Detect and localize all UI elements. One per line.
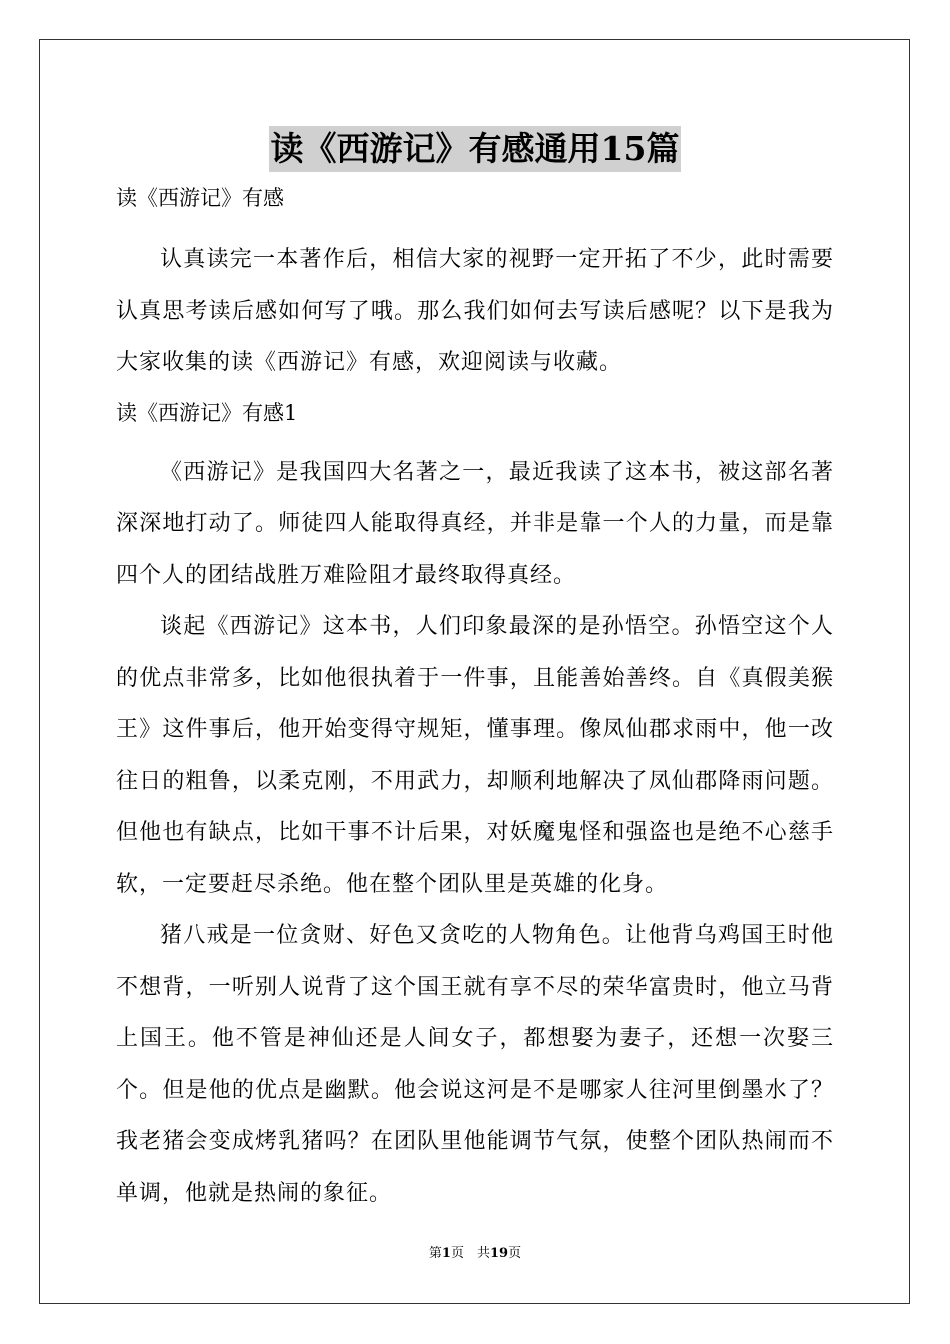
body-paragraph: 谈起《西游记》这本书，人们印象最深的是孙悟空。孙悟空这个人的优点非常多，比如他很执着于一件事，且能善始善终。自《真假美猴王》这件事后，他开始变得守规矩，懂事理。像凤仙郡求雨中，他一改往日的粗鲁，以柔克刚，不用武力，却顺利地解决了凤仙郡降雨问题。但他也有缺点，比如干事不计后果，对妖魔鬼怪和强盗也是绝不心慈手软，一定要赶尽杀绝。他在整个团队里是英雄的化身。 <box>116 614 834 897</box>
footer-prefix: 第 <box>428 1246 442 1261</box>
document-title: 读《西游记》有感通用15篇 <box>269 126 682 172</box>
page-footer <box>0 1245 950 1263</box>
body-paragraph: 猪八戒是一位贪财、好色又贪吃的人物角色。让他背乌鸡国王时他不想背，一听别人说背了这个国王就有享不尽的荣华富贵时，他立马背上国王。他不管是神仙还是人间女子，都想娶为妻子，还想一次娶三个。但是他的优点是幽默。他会说这河是不是哪家人往河里倒墨水了？我老猪会变成烤乳猪吗？在团队里他能调节气氛，使整个团队热闹而不单调，他就是热闹的象征。 <box>116 923 834 1206</box>
title-container <box>0 126 950 172</box>
document-body <box>116 178 834 1219</box>
footer-page-number: 1 <box>441 1246 451 1261</box>
intro-paragraph: 认真读完一本著作后，相信大家的视野一定开拓了不少，此时需要认真思考读后感如何写了哦。那么我们如何去写读后感呢？以下是我为大家收集的读《西游记》有感，欢迎阅读与收藏。 <box>116 247 834 375</box>
footer-total-pages: 19 <box>489 1246 509 1261</box>
footer-suffix: 页 <box>508 1246 522 1261</box>
footer-mid: 页 共 <box>450 1246 490 1261</box>
section-heading-1: 读《西游记》有感1 <box>116 400 298 425</box>
intro-heading: 读《西游记》有感 <box>116 186 284 210</box>
body-paragraph: 《西游记》是我国四大名著之一，最近我读了这本书，被这部名著深深地打动了。师徒四人能取得真经，并非是靠一个人的力量，而是靠四个人的团结战胜万难险阻才最终取得真经。 <box>116 459 834 588</box>
